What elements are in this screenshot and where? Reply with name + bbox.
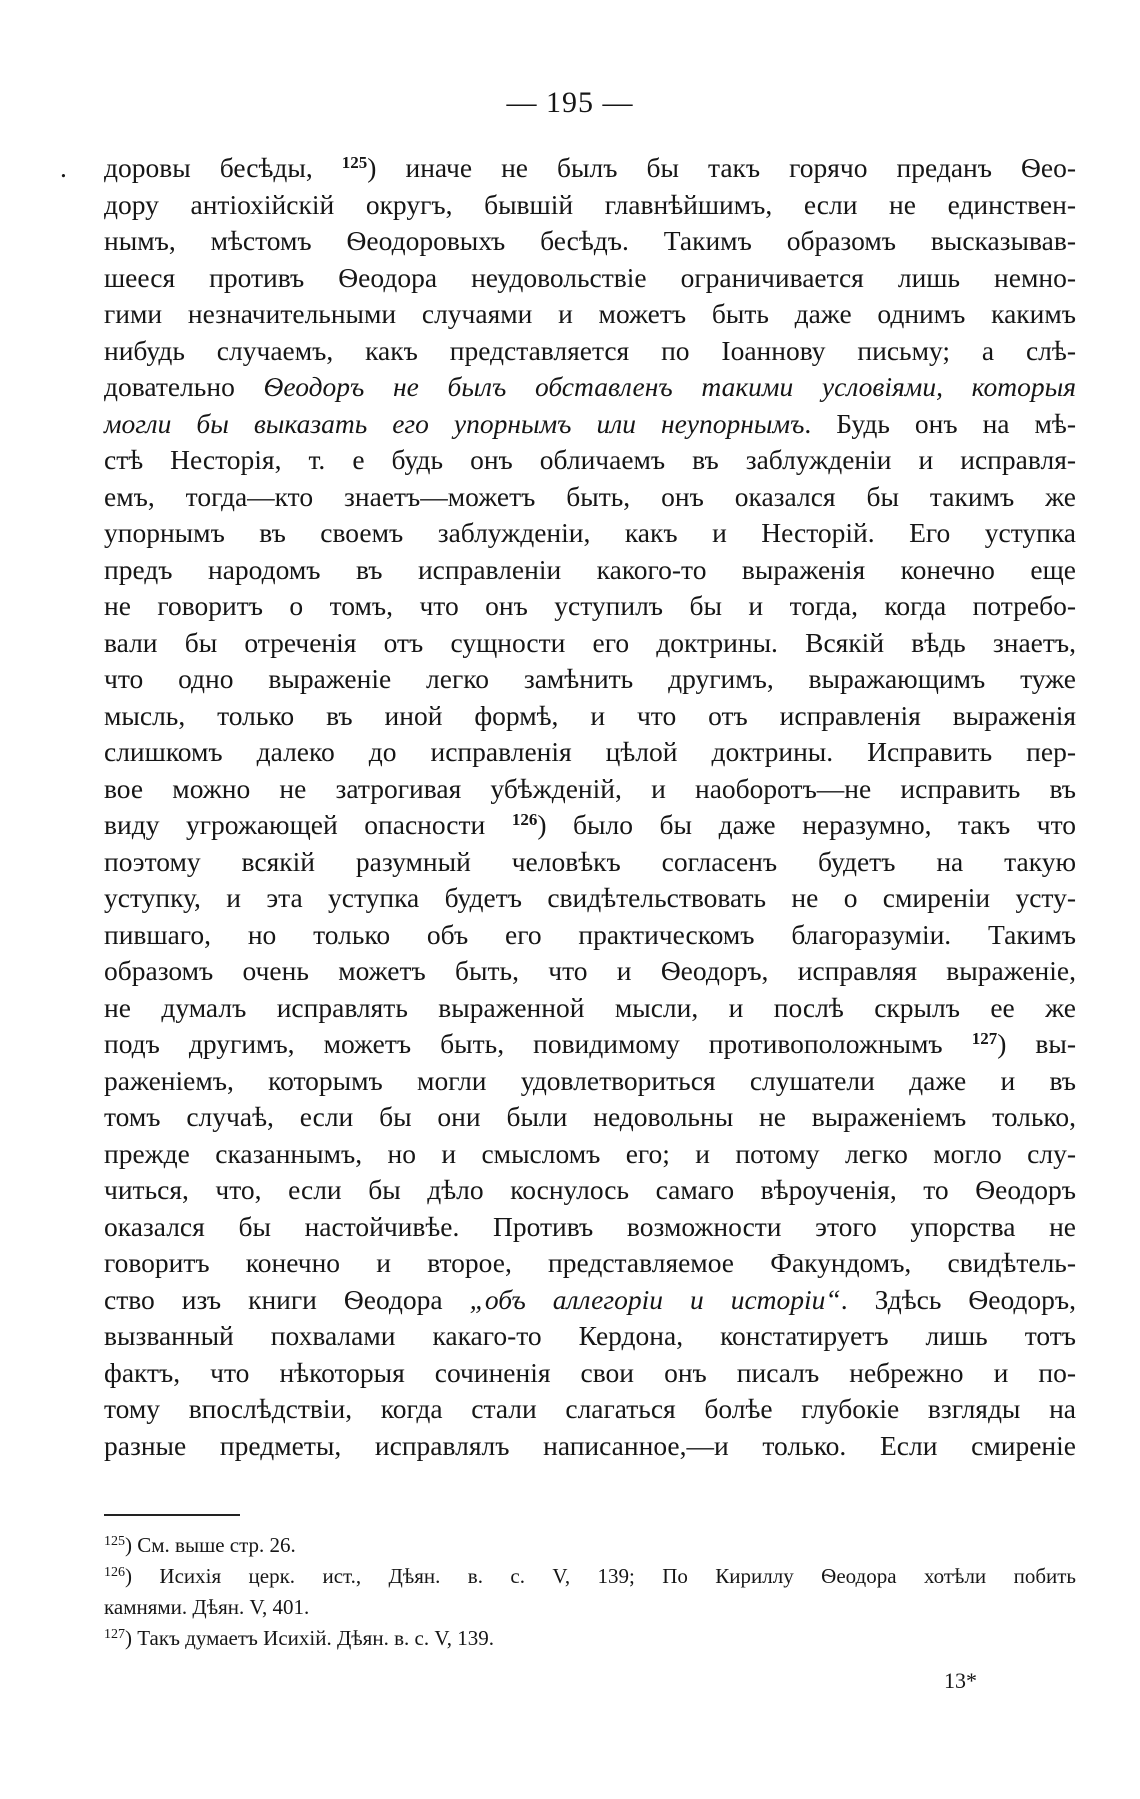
text-line: не думалъ исправлять выраженной мысли, и послѣ скрылъ ее же bbox=[104, 991, 1076, 1023]
footnote: $^{127}$) Такъ думаетъ Исихій. Дѣян. в. с. V, 139. bbox=[104, 1626, 495, 1650]
text-line: шееся противъ Ѳеодора неудовольствіе ограничивается лишь немно- bbox=[104, 261, 1076, 293]
text-line: нымъ, мѣстомъ Ѳеодоровыхъ бесѣдъ. Такимъ образомъ высказывав- bbox=[104, 225, 1076, 256]
text-line: упорнымъ въ своемъ заблужденіи, какъ и Несторій. Его уступка bbox=[104, 517, 1076, 548]
text-line: ство изъ книги Ѳеодора „объ аллегоріи и исторіи“. Здѣсь Ѳеодоръ, bbox=[104, 1283, 1076, 1315]
text-line: . доровы бесѣды, $^{125}$) иначе не былъ бы такъ горячо преданъ Ѳео- bbox=[104, 150, 1076, 187]
text-line: вызванный похвалами какаго-то Кердона, констатируетъ лишь тотъ bbox=[104, 1320, 1076, 1351]
footnote-number: 125 bbox=[104, 1534, 125, 1549]
footnotes bbox=[104, 1530, 1076, 1654]
text-line: могли бы выказать его упорнымъ или неупорнымъ. Будь онъ на мѣ- bbox=[104, 407, 1076, 439]
footnote-divider bbox=[104, 1514, 240, 1516]
text-line: дору антіохійскій округъ, бывшій главнѣйшимъ, если не единствен- bbox=[104, 188, 1076, 220]
text-line: не говоритъ о томъ, что онъ уступилъ бы и тогда, когда потребо- bbox=[104, 590, 1076, 621]
footnote: $^{125}$) См. выше стр. 26. bbox=[104, 1533, 296, 1557]
text-line: виду угрожающей опасности $^{126}$) было бы даже неразумно, такъ что bbox=[104, 809, 1076, 840]
text-line: томъ случаѣ, если бы они были недовольны не выраженіемъ только, bbox=[104, 1101, 1076, 1132]
text-line: вое можно не затрогивая убѣжденій, и наоборотъ—не исправить въ bbox=[104, 772, 1076, 804]
text-line: читься, что, если бы дѣло коснулось самаго вѣроученія, то Ѳеодоръ bbox=[104, 1174, 1076, 1205]
text-line: раженіемъ, которымъ могли удовлетвориться слушатели даже и въ bbox=[104, 1064, 1076, 1096]
text-line: фактъ, что нѣкоторыя сочиненія свои онъ писалъ небрежно и по- bbox=[104, 1356, 1076, 1388]
printer-signature-mark: 13* bbox=[944, 1668, 977, 1693]
text-line: слишкомъ далеко до исправленія цѣлой доктрины. Исправить пер- bbox=[104, 736, 1076, 767]
footnote: $^{126}$) Исихія церк. ист., Дѣян. в. с. V, 139; По Кириллу Ѳеодора хотѣли побить bbox=[104, 1564, 1076, 1588]
text-line: разные предметы, исправлялъ написанное,—и только. Если смиреніе bbox=[104, 1429, 1076, 1461]
footnote-number: 127 bbox=[104, 1627, 125, 1642]
italic-emphasis: могли бы выказать его упорнымъ или неупорнымъ bbox=[104, 407, 805, 439]
text-line: образомъ очень можетъ быть, что и Ѳеодоръ, исправляя выраженіе, bbox=[104, 955, 1076, 986]
text-line: вали бы отреченія отъ сущности его доктрины. Всякій вѣдь знаетъ, bbox=[104, 626, 1076, 658]
text-line: прежде сказаннымъ, но и смысломъ его; и потому легко могло слу- bbox=[104, 1137, 1076, 1169]
text-line: пившаго, но только объ его практическомъ благоразуміи. Такимъ bbox=[104, 918, 1076, 950]
italic-title: „объ аллегоріи и исторіи“ bbox=[469, 1283, 841, 1315]
footnote-number: 126 bbox=[104, 1565, 125, 1580]
text-line: стѣ Несторія, т. е будь онъ обличаемъ въ заблужденіи и исправля- bbox=[104, 444, 1076, 475]
text-line: нибудь случаемъ, какъ представляется по Іоаннову письму; а слѣ- bbox=[104, 334, 1076, 366]
text-line: тому впослѣдствіи, когда стали слагаться болѣе глубокіе взгляды на bbox=[104, 1393, 1076, 1424]
italic-emphasis: Ѳеодоръ не былъ обставленъ такими условіями, которыя bbox=[263, 371, 1076, 402]
text-line: говоритъ конечно и второе, представляемое Факундомъ, свидѣтель- bbox=[104, 1247, 1076, 1278]
main-text bbox=[60, 150, 1076, 1464]
footnote-ref[interactable]: 125 bbox=[341, 153, 368, 172]
footnote-ref[interactable]: 127 bbox=[971, 1029, 998, 1048]
footnote-ref[interactable]: 126 bbox=[511, 810, 538, 829]
text-line: оказался бы настойчивѣе. Противъ возможности этого упорства не bbox=[104, 1210, 1076, 1242]
text-line: что одно выраженіе легко замѣнить другимъ, выражающимъ туже bbox=[104, 663, 1076, 694]
margin-mark: . bbox=[60, 152, 67, 183]
text-line: предъ народомъ въ исправленіи какого-то выраженія конечно еще bbox=[104, 553, 1076, 585]
page-number: — 195 — bbox=[506, 86, 634, 119]
text-line: уступку, и эта уступка будетъ свидѣтельствовать не о смиреніи усту- bbox=[104, 882, 1076, 913]
footnote-continuation: камнями. Дѣян. V, 401. bbox=[104, 1595, 310, 1619]
text-line: поэтому всякій разумный человѣкъ согласенъ будетъ на такую bbox=[104, 845, 1076, 877]
text-line: емъ, тогда—кто знаетъ—можетъ быть, онъ оказался бы такимъ же bbox=[104, 480, 1076, 512]
text-line: мысль, только въ иной формѣ, и что отъ исправленія выраженія bbox=[104, 699, 1076, 731]
text-line: подъ другимъ, можетъ быть, повидимому противоположнымъ $^{127}$) вы- bbox=[104, 1028, 1076, 1059]
text-line: довательно Ѳеодоръ не былъ обставленъ такими условіями, которыя bbox=[104, 371, 1076, 402]
text-line: гими незначительными случаями и можетъ быть даже однимъ какимъ bbox=[104, 298, 1076, 329]
